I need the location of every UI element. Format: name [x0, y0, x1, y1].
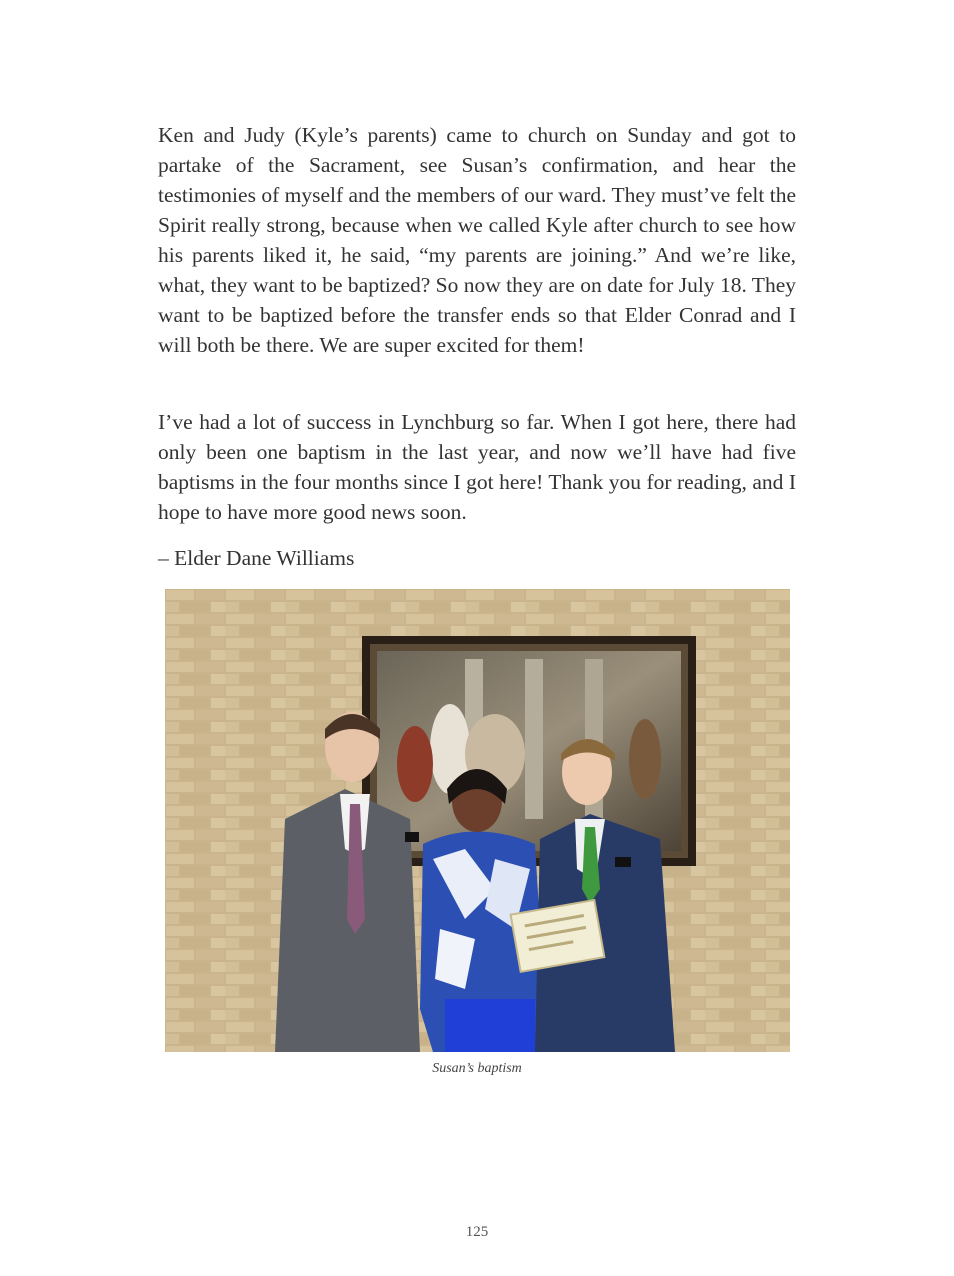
baptism-photo: [165, 589, 790, 1052]
photo-caption: Susan’s baptism: [432, 1061, 522, 1076]
body-paragraph: I’ve had a lot of success in Lynchburg so far. When I got here, there had only been one baptism in the last year, and now we’ll have had five baptisms in the four months since I got here! Thank you for reading, and I hope to have more good news soon.: [158, 410, 796, 524]
body-paragraph: Ken and Judy (Kyle’s parents) came to church on Sunday and got to partake of the Sacrament, see Susan’s confirmation, and hear the testimonies of myself and the members of our ward. They must’ve felt the Spirit really strong, because when we called Kyle after church to see how his parents liked it, he said, “my parents are joining.” And we’re like, what, they want to be baptized? So now they are on date for July 18. They want to be baptized before the transfer ends so that Elder Conrad and I will both be there. We are super excited for them!: [158, 123, 796, 357]
signature: – Elder Dane Williams: [158, 546, 355, 570]
page-number: 125: [465, 1224, 489, 1240]
